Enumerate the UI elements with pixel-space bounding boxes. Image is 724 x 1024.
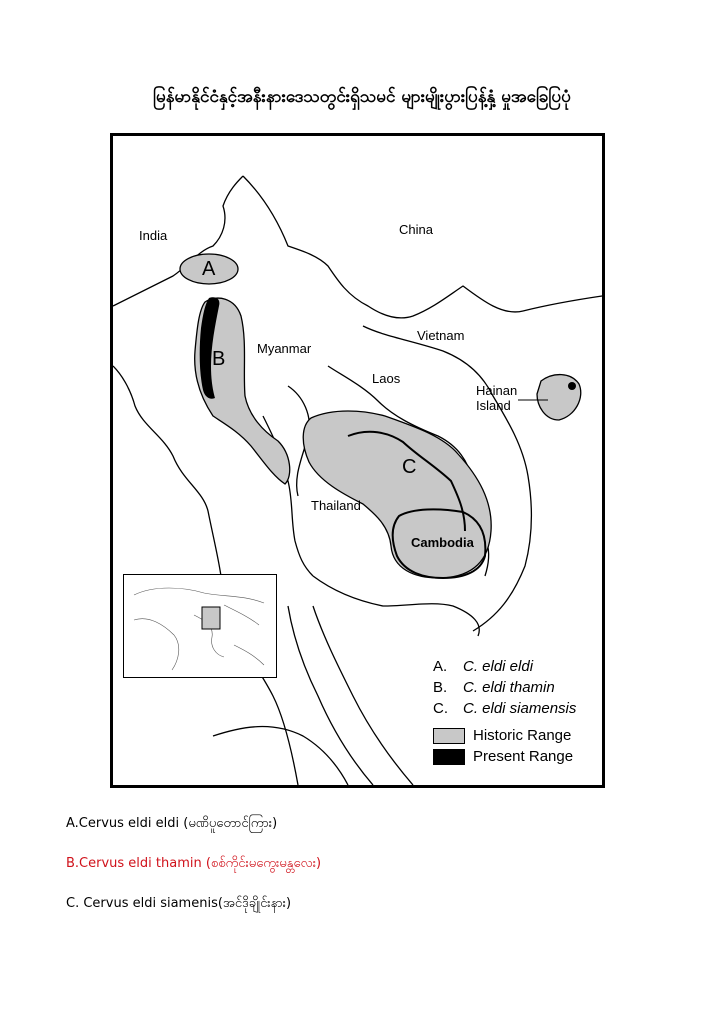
page-title: မြန်မာနိုင်ငံနှင့်အနီးနားဒေသတွင်းရှိသမင် များမျိုးပွားပြန့်နှံ့ မှုအခြေပြပုံ — [153, 87, 571, 107]
hainan-present-dot — [568, 382, 576, 390]
present-range-swatch — [433, 749, 465, 765]
world-locator-inset — [123, 574, 277, 678]
southern-island — [213, 727, 348, 785]
map-legend — [433, 656, 576, 767]
malay-peninsula-east — [313, 606, 413, 785]
thai-gulf-coast — [313, 576, 479, 636]
label-cambodia: Cambodia — [411, 535, 474, 550]
legend-present-range: Present Range — [433, 746, 576, 767]
historic-range-swatch — [433, 728, 465, 744]
label-thailand: Thailand — [311, 498, 361, 513]
caption-b: B.Cervus eldi thamin (စစ်ကိုင်းမကွေးမန္တလေး) — [66, 856, 322, 871]
malay-peninsula — [288, 606, 373, 785]
world-locator-svg — [124, 575, 274, 675]
label-laos: Laos — [372, 371, 401, 386]
zone-c-label: C — [402, 456, 417, 478]
label-india: India — [139, 228, 168, 243]
china-border — [243, 176, 602, 318]
range-map — [110, 133, 605, 788]
label-china: China — [399, 222, 433, 237]
zone-a-label: A — [202, 258, 216, 280]
label-vietnam: Vietnam — [417, 328, 465, 343]
legend-item-c: C. C. eldi siamensis — [433, 700, 577, 717]
caption-c: C. Cervus eldi siamenis(အင်ဒိုချိုင်းနား) — [66, 896, 292, 911]
legend-item-b: B. C. eldi thamin — [433, 679, 555, 696]
range-c — [303, 411, 491, 578]
label-hainan-island: Hainan Island — [476, 383, 518, 413]
caption-a: A.Cervus eldi eldi (မဏိပူတောင်ကြား) — [66, 816, 278, 831]
hainan-island — [537, 375, 581, 420]
india-border — [113, 176, 243, 306]
legend-item-a: A. C. eldi eldi — [433, 658, 534, 675]
legend-historic-range: Historic Range — [433, 725, 576, 746]
label-myanmar: Myanmar — [257, 341, 312, 356]
zone-b-label: B — [212, 348, 226, 370]
